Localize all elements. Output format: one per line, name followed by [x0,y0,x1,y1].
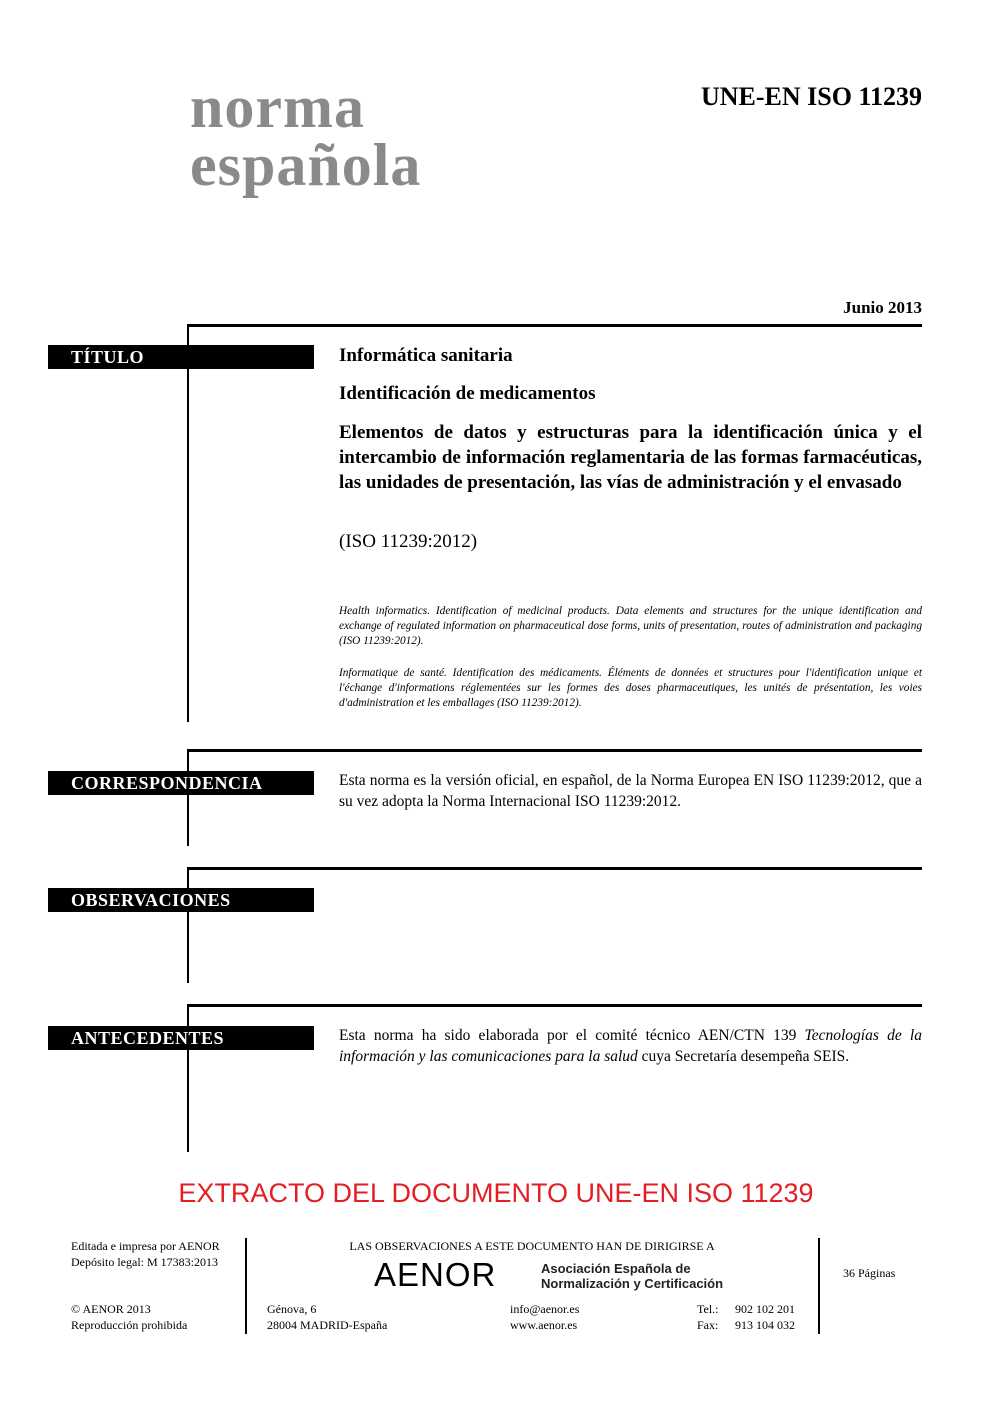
aenor-subtitle-line-2: Normalización y Certificación [541,1276,724,1291]
antecedentes-committee-name: Tecnologías de la información y las comunicaciones para la salud [339,1027,922,1065]
observaciones-label: OBSERVACIONES [48,888,314,912]
publication-date: Junio 2013 [843,298,922,317]
footer-address-city: 28004 MADRID-España [267,1318,388,1332]
standard-code: UNE-EN ISO 11239 [700,82,922,111]
correspondencia-top-rule [187,749,922,752]
title-line-2: Identificación de medicamentos [339,383,596,404]
english-title: Health informatics. Identification of medicinal products. Data elements and structures for the unique identification and exchange of regulated information on pharmaceutical dose forms, units of presentation, routes of administration and packaging (ISO 11239:2012). [339,605,922,647]
antecedentes-text-end: cuya Secretaría desempeña SEIS. [637,1048,850,1065]
brand-line-1: norma [190,74,365,140]
footer-contact-online [510,1301,579,1333]
footer-divider-left [245,1238,247,1334]
footer-edited: Editada e impresa por AENOR [71,1239,220,1253]
footer-address [267,1301,387,1333]
footer-tel-label: Tel.: [697,1302,719,1316]
footer-deposit: Depósito legal: M 17383:2013 [71,1255,218,1269]
footer-divider-right [818,1238,820,1334]
footer-fax: 913 104 032 [735,1318,795,1332]
antecedentes-text [339,1025,922,1067]
aenor-logo: AENOR [374,1256,497,1293]
title-line-3: Elementos de datos y estructuras para la identificación única y el intercambio de información reglamentaria de las formas farmacéuticas, las unidades de presentación, las vías de administración y el envasado [339,422,922,493]
footer-observations-heading: LAS OBSERVACIONES A ESTE DOCUMENTO HAN DE DIRIGIRSE A [349,1239,715,1253]
footer-email[interactable]: info@aenor.es [510,1302,580,1316]
aenor-logo-subtitle [541,1261,723,1291]
footer-reproduction: Reproducción prohibida [71,1318,188,1332]
observaciones-side-rule [187,867,189,983]
correspondencia-side-rule [187,749,189,846]
footer-address-street: Génova, 6 [267,1302,317,1316]
title-line-1: Informática sanitaria [339,345,513,366]
brand-title [190,74,590,198]
antecedentes-text-start: Esta norma ha sido elaborada por el comité técnico AEN/CTN 139 [339,1027,805,1044]
french-title: Informatique de santé. Identification des médicaments. Éléments de données et structures pour l'identification unique et l'échange d'informations réglementées sur les formes des doses pharmaceutiques, les unités de présentation, les voies d'administration et les emballages (ISO 11239:2012). [339,667,922,709]
aenor-subtitle-line-1: Asociación Española de [541,1261,691,1276]
footer-tel: 902 102 201 [735,1302,795,1316]
footer-fax-label: Fax: [697,1318,719,1332]
footer-website[interactable]: www.aenor.es [510,1318,578,1332]
title-iso-ref: (ISO 11239:2012) [339,531,478,552]
brand-line-2: española [190,132,422,198]
footer-copyright: © AENOR 2013 [71,1302,151,1316]
extract-watermark: EXTRACTO DEL DOCUMENTO UNE-EN ISO 11239 [178,1178,814,1208]
footer-page-count: 36 Páginas [843,1266,896,1280]
titulo-side-rule [187,324,189,722]
footer-copyright-info [71,1301,187,1333]
footer-phone-numbers [735,1301,795,1333]
titulo-top-rule [187,324,922,327]
antecedentes-label: ANTECEDENTES [48,1026,314,1050]
correspondencia-text: Esta norma es la versión oficial, en español, de la Norma Europea EN ISO 11239:2012, que a su vez adopta la Norma Internacional ISO 11239:2012. [339,772,922,810]
observaciones-top-rule [187,867,922,870]
footer-phone-labels [697,1301,719,1333]
correspondencia-label: CORRESPONDENCIA [48,771,314,795]
titulo-label: TÍTULO [48,345,314,369]
footer-edition-info [71,1238,220,1270]
antecedentes-top-rule [187,1004,922,1007]
